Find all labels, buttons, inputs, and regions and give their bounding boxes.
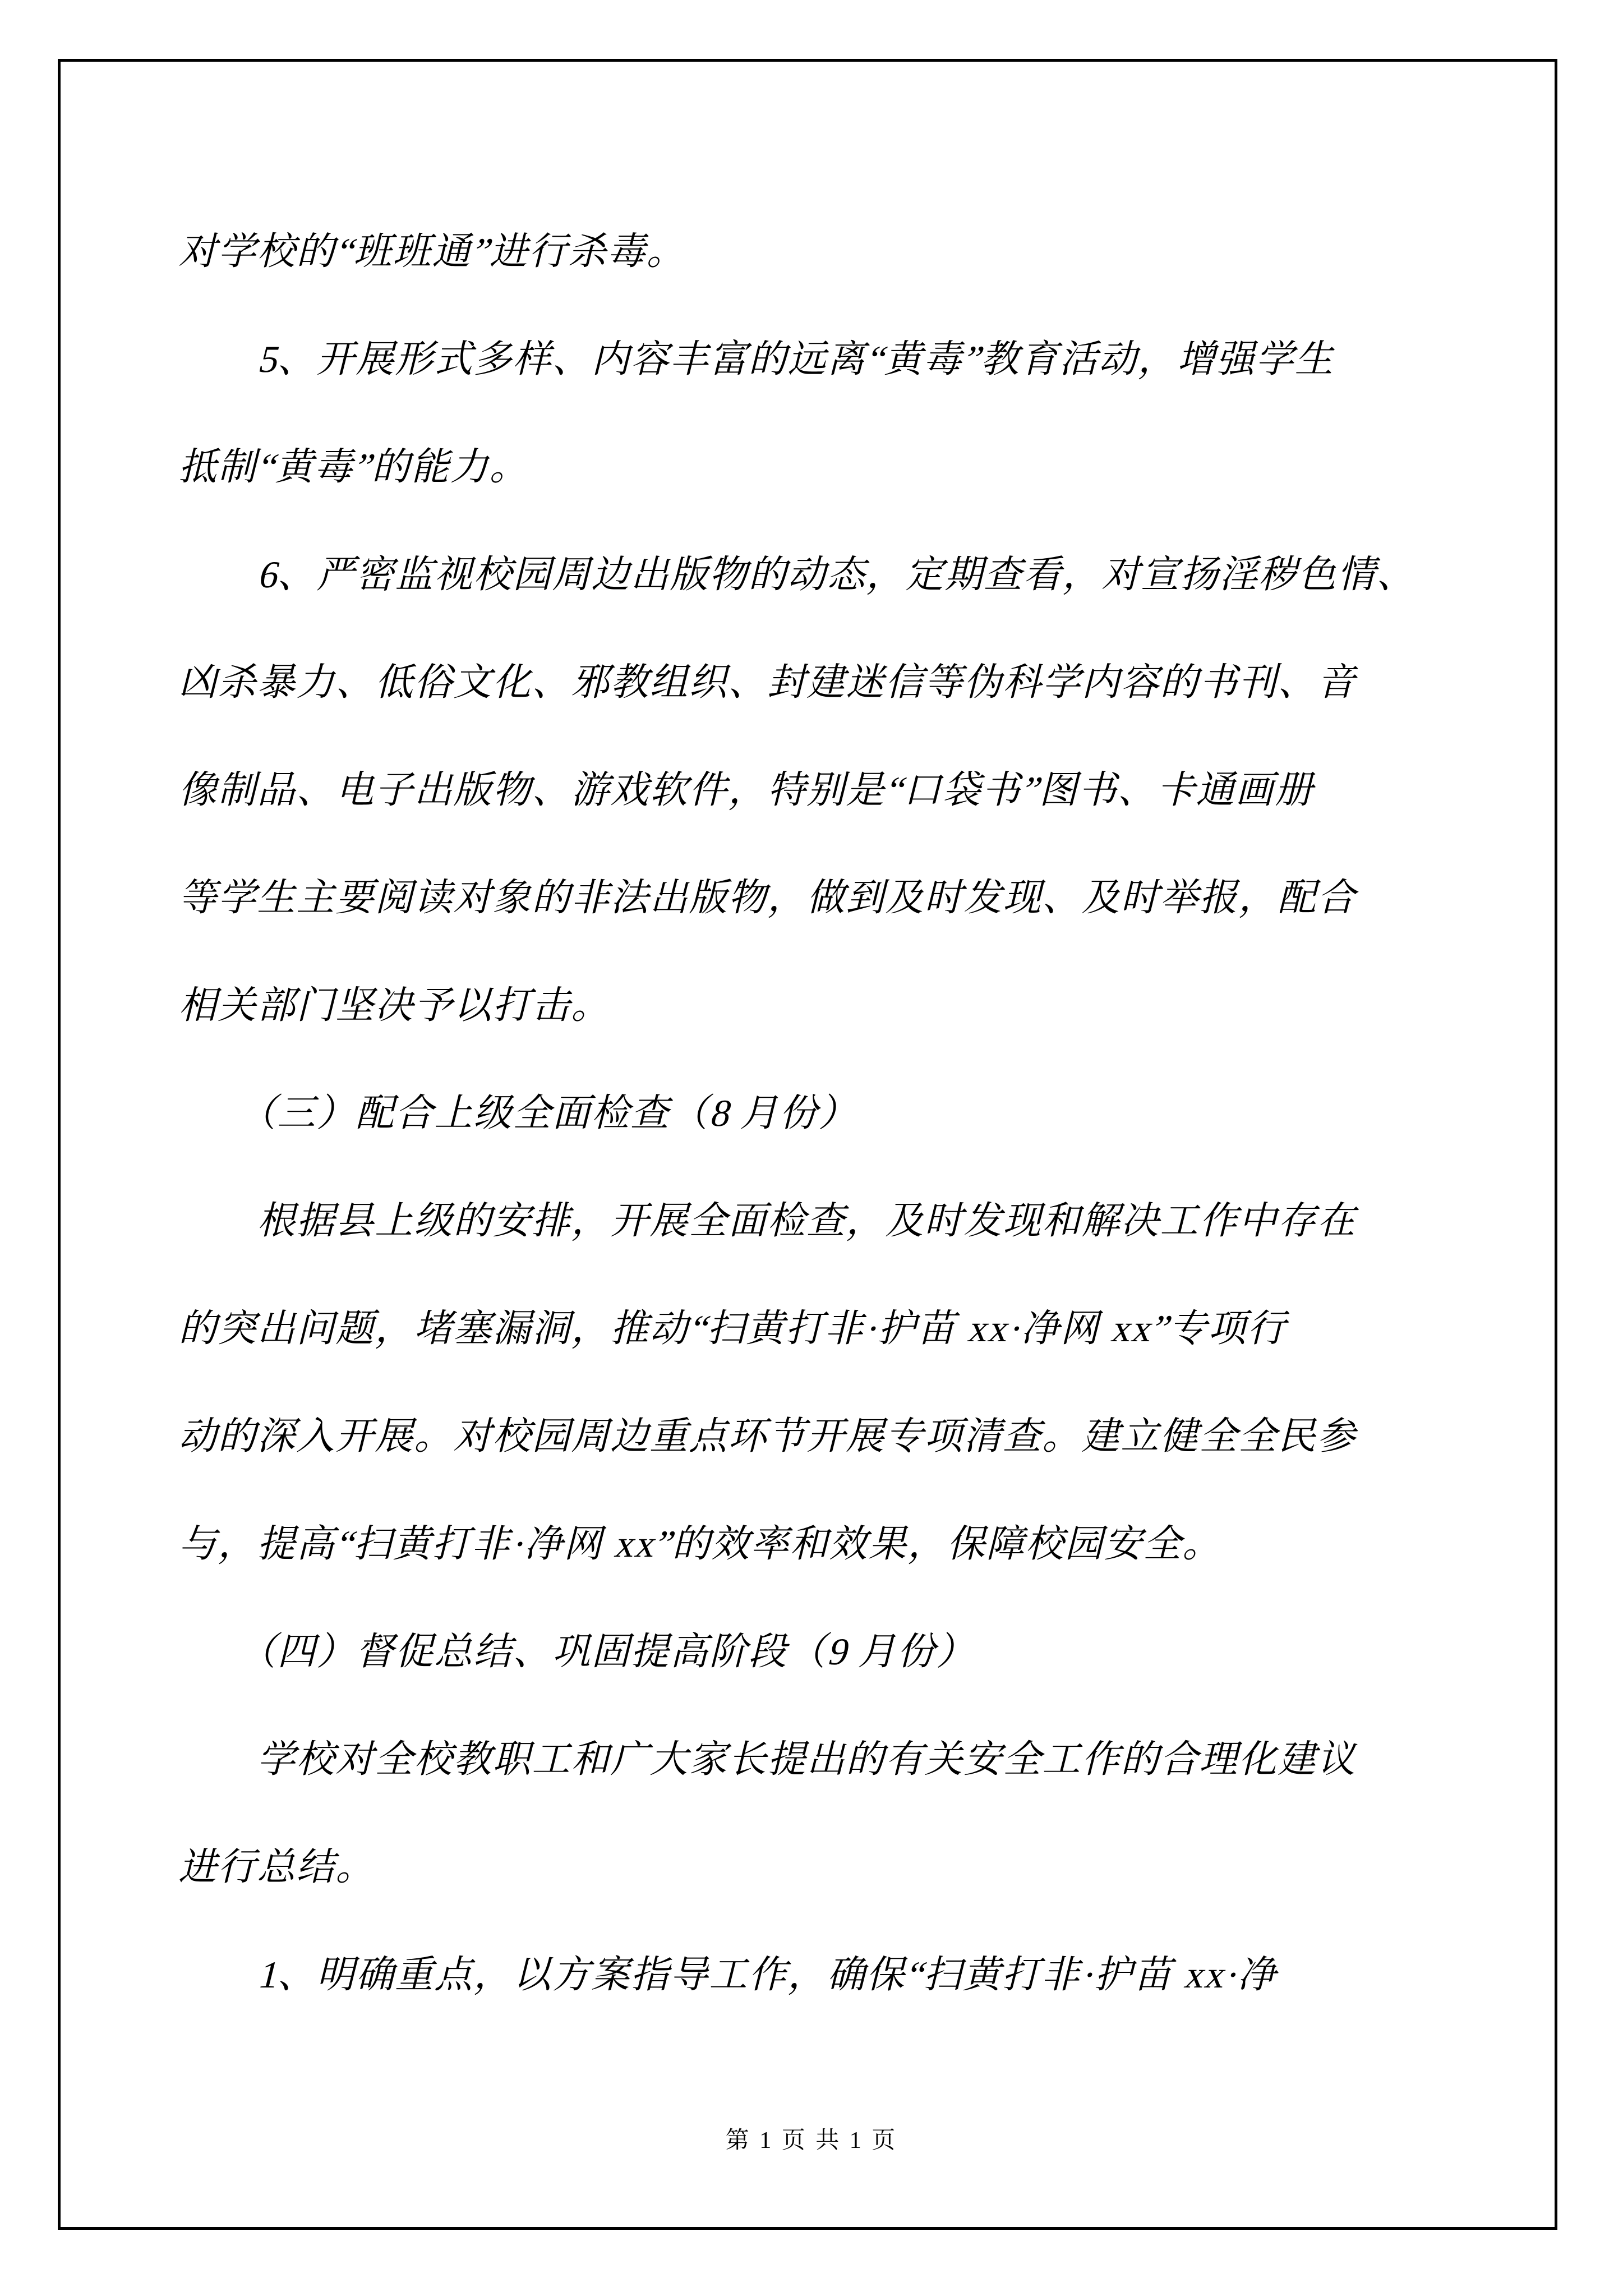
text-line: （四）督促总结、巩固提高阶段（9 月份）: [176, 1630, 984, 1673]
text-line: 与，提高“扫黄打非·净网 xx”的效率和效果，保障校园安全。: [176, 1522, 1230, 1565]
text-line: 6、严密监视校园周边出版物的动态，定期查看，对宣扬淫秽色情、: [176, 553, 1424, 596]
text-line: 对学校的“班班通”进行杀毒。: [176, 230, 694, 273]
text-line: 5、开展形式多样、内容丰富的远离“黄毒”教育活动，增强学生: [176, 338, 1343, 380]
text-line: 学校对全校教职工和广大家长提出的有关安全工作的合理化建议: [176, 1738, 1365, 1780]
text-line: 的突出问题，堵塞漏洞，推动“扫黄打非·护苗 xx·净网 xx”专项行: [176, 1307, 1295, 1350]
text-line: （三）配合上级全面检查（8 月份）: [176, 1092, 866, 1134]
document-body: [168, 197, 1458, 2028]
text-line: 像制品、电子出版物、游戏软件，特别是“口袋书”图书、卡通画册: [176, 769, 1322, 811]
page-number: 第 1 页 共 1 页: [725, 2128, 898, 2154]
text-line: 抵制“黄毒”的能力。: [176, 445, 537, 488]
text-line: 动的深入开展。对校园周边重点环节开展专项清查。建立健全全民参: [176, 1415, 1365, 1457]
text-line: 根据县上级的安排，开展全面检查，及时发现和解决工作中存在: [176, 1199, 1365, 1242]
text-line: 相关部门坚决予以打击。: [176, 984, 619, 1027]
page-footer: [0, 2122, 1623, 2155]
text-line: 1、明确重点，以方案指导工作，确保“扫黄打非·护苗 xx·净: [176, 1953, 1285, 1996]
text-line: 进行总结。: [176, 1846, 384, 1888]
text-line: 等学生主要阅读对象的非法出版物，做到及时发现、及时举报，配合: [176, 876, 1365, 919]
text-line: 凶杀暴力、低俗文化、邪教组织、封建迷信等伪科学内容的书刊、音: [176, 661, 1365, 703]
